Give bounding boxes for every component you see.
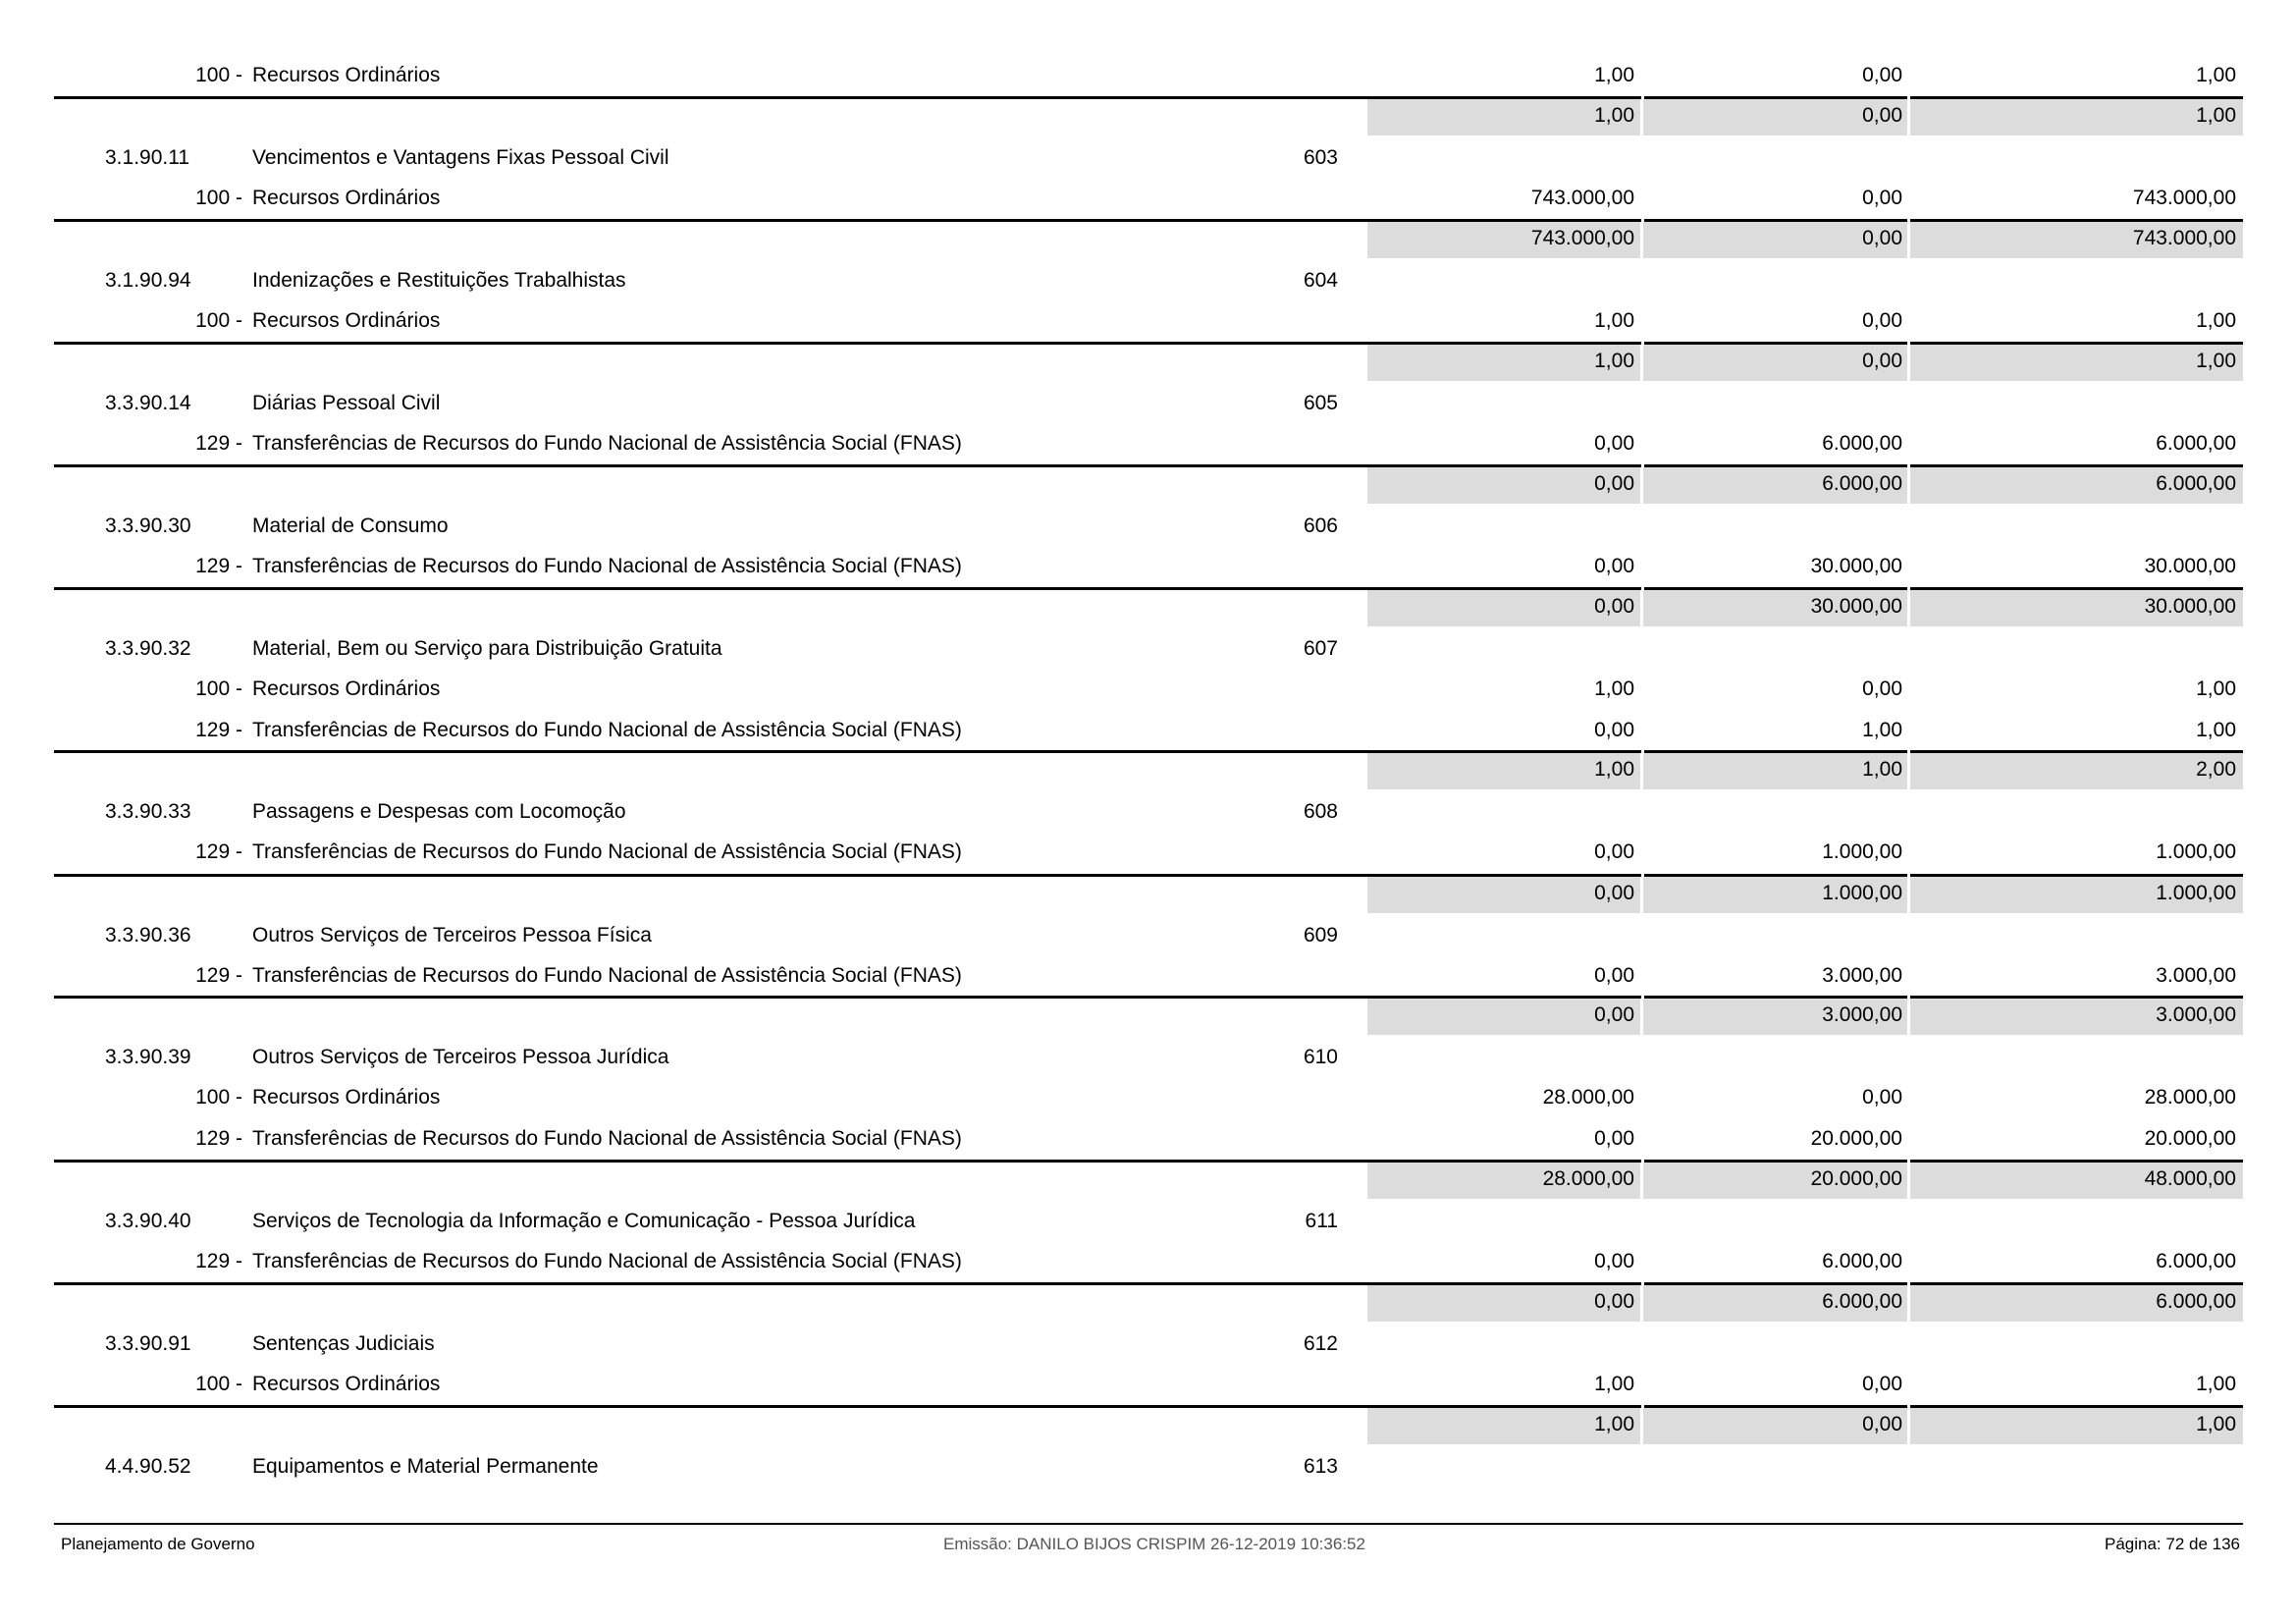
value-col-2: 0,00 [1862, 187, 1902, 209]
total-col-3: 1.000,00 [2156, 882, 2236, 904]
value-col-2: 1,00 [1862, 719, 1902, 741]
total-col-3: 48.000,00 [2144, 1167, 2236, 1190]
source-name: Transferências de Recursos do Fundo Nacional de Assistência Social (FNAS) [252, 1127, 962, 1150]
source-name: Recursos Ordinários [252, 309, 441, 332]
total-col-1: 0,00 [1594, 1290, 1634, 1313]
source-code: 100 - [195, 1086, 242, 1109]
account-ref: 604 [1303, 269, 1338, 292]
account-title: Outros Serviços de Terceiros Pessoa Jurídica [252, 1046, 669, 1068]
account-ref: 608 [1303, 800, 1338, 823]
account-code: 3.3.90.14 [105, 392, 191, 414]
footer-page-number: Página: 72 de 136 [2104, 1535, 2240, 1553]
total-col-2: 20.000,00 [1810, 1167, 1902, 1190]
account-ref: 612 [1303, 1332, 1338, 1355]
source-code: 100 - [195, 677, 242, 700]
value-col-3: 743.000,00 [2132, 187, 2236, 209]
source-name: Transferências de Recursos do Fundo Nacional de Assistência Social (FNAS) [252, 555, 962, 577]
source-code: 129 - [195, 432, 242, 455]
source-name: Recursos Ordinários [252, 64, 441, 86]
value-col-2: 6.000,00 [1822, 1250, 1902, 1272]
account-title: Material de Consumo [252, 514, 449, 537]
account-title: Passagens e Despesas com Locomoção [252, 800, 626, 823]
account-title: Vencimentos e Vantagens Fixas Pessoal Civil [252, 146, 669, 169]
value-col-1: 0,00 [1594, 964, 1634, 987]
total-col-3: 6.000,00 [2156, 1290, 2236, 1313]
footer-emission: Emissão: DANILO BIJOS CRISPIM 26-12-2019 10:36:52 [943, 1535, 1365, 1553]
account-ref: 609 [1303, 924, 1338, 947]
total-col-1: 1,00 [1594, 104, 1634, 127]
account-title: Outros Serviços de Terceiros Pessoa Física [252, 924, 652, 947]
value-col-3: 6.000,00 [2156, 1250, 2236, 1272]
account-title: Material, Bem ou Serviço para Distribuição Gratuita [252, 637, 722, 660]
value-col-1: 1,00 [1594, 677, 1634, 700]
source-name: Recursos Ordinários [252, 187, 441, 209]
value-col-1: 1,00 [1594, 64, 1634, 86]
value-col-1: 0,00 [1594, 1250, 1634, 1272]
value-col-3: 28.000,00 [2144, 1086, 2236, 1109]
value-col-2: 1.000,00 [1822, 840, 1902, 863]
value-col-1: 0,00 [1594, 432, 1634, 455]
value-col-1: 743.000,00 [1530, 187, 1634, 209]
value-col-1: 28.000,00 [1542, 1086, 1634, 1109]
account-code: 3.3.90.40 [105, 1210, 191, 1232]
total-col-2: 1.000,00 [1822, 882, 1902, 904]
total-col-2: 0,00 [1862, 350, 1902, 372]
source-code: 129 - [195, 555, 242, 577]
value-col-2: 0,00 [1862, 1086, 1902, 1109]
value-col-1: 0,00 [1594, 840, 1634, 863]
total-col-1: 0,00 [1594, 472, 1634, 495]
source-code: 100 - [195, 1373, 242, 1395]
total-col-3: 6.000,00 [2156, 472, 2236, 495]
total-col-3: 1,00 [2196, 104, 2236, 127]
source-code: 129 - [195, 719, 242, 741]
source-code: 100 - [195, 309, 242, 332]
value-col-3: 20.000,00 [2144, 1127, 2236, 1150]
source-code: 100 - [195, 64, 242, 86]
source-name: Transferências de Recursos do Fundo Nacional de Assistência Social (FNAS) [252, 719, 962, 741]
value-col-2: 30.000,00 [1810, 555, 1902, 577]
value-col-3: 3.000,00 [2156, 964, 2236, 987]
value-col-1: 0,00 [1594, 719, 1634, 741]
value-col-3: 30.000,00 [2144, 555, 2236, 577]
source-name: Recursos Ordinários [252, 1373, 441, 1395]
value-col-1: 0,00 [1594, 1127, 1634, 1150]
account-title: Diárias Pessoal Civil [252, 392, 441, 414]
account-ref: 611 [1305, 1210, 1338, 1232]
value-col-3: 1,00 [2196, 64, 2236, 86]
account-ref: 603 [1303, 146, 1338, 169]
account-title: Indenizações e Restituições Trabalhistas [252, 269, 626, 292]
account-code: 3.3.90.32 [105, 637, 191, 660]
account-code: 3.3.90.36 [105, 924, 191, 947]
value-col-2: 0,00 [1862, 1373, 1902, 1395]
value-col-3: 1,00 [2196, 677, 2236, 700]
value-col-3: 6.000,00 [2156, 432, 2236, 455]
account-code: 3.1.90.11 [105, 146, 190, 169]
value-col-2: 6.000,00 [1822, 432, 1902, 455]
source-code: 129 - [195, 840, 242, 863]
total-col-1: 1,00 [1594, 758, 1634, 781]
value-col-2: 3.000,00 [1822, 964, 1902, 987]
source-code: 129 - [195, 1250, 242, 1272]
total-col-2: 3.000,00 [1822, 1003, 1902, 1026]
total-col-2: 6.000,00 [1822, 472, 1902, 495]
total-col-1: 1,00 [1594, 350, 1634, 372]
total-col-1: 1,00 [1594, 1413, 1634, 1435]
total-col-2: 30.000,00 [1810, 595, 1902, 618]
account-code: 3.3.90.91 [105, 1332, 191, 1355]
account-code: 4.4.90.52 [105, 1455, 191, 1478]
value-col-1: 0,00 [1594, 555, 1634, 577]
total-col-2: 0,00 [1862, 1413, 1902, 1435]
total-col-3: 743.000,00 [2132, 227, 2236, 249]
account-title: Equipamentos e Material Permanente [252, 1455, 599, 1478]
total-col-2: 0,00 [1862, 104, 1902, 127]
source-name: Transferências de Recursos do Fundo Nacional de Assistência Social (FNAS) [252, 840, 962, 863]
total-col-2: 6.000,00 [1822, 1290, 1902, 1313]
total-col-2: 1,00 [1862, 758, 1902, 781]
total-col-2: 0,00 [1862, 227, 1902, 249]
account-code: 3.1.90.94 [105, 269, 191, 292]
account-ref: 613 [1303, 1455, 1338, 1478]
total-col-3: 1,00 [2196, 1413, 2236, 1435]
value-col-1: 1,00 [1594, 1373, 1634, 1395]
account-title: Serviços de Tecnologia da Informação e Comunicação - Pessoa Jurídica [252, 1210, 916, 1232]
source-code: 100 - [195, 187, 242, 209]
value-col-1: 1,00 [1594, 309, 1634, 332]
source-code: 129 - [195, 1127, 242, 1150]
source-name: Recursos Ordinários [252, 1086, 441, 1109]
value-col-2: 0,00 [1862, 677, 1902, 700]
total-col-3: 2,00 [2196, 758, 2236, 781]
total-col-1: 0,00 [1594, 1003, 1634, 1026]
source-name: Recursos Ordinários [252, 677, 441, 700]
source-name: Transferências de Recursos do Fundo Nacional de Assistência Social (FNAS) [252, 1250, 962, 1272]
value-col-2: 0,00 [1862, 309, 1902, 332]
account-code: 3.3.90.30 [105, 514, 191, 537]
footer-department: Planejamento de Governo [61, 1535, 255, 1553]
account-title: Sentenças Judiciais [252, 1332, 435, 1355]
total-col-3: 3.000,00 [2156, 1003, 2236, 1026]
total-col-1: 743.000,00 [1530, 227, 1634, 249]
account-ref: 606 [1303, 514, 1338, 537]
footer-divider [54, 1523, 2243, 1525]
account-ref: 605 [1303, 392, 1338, 414]
value-col-3: 1.000,00 [2156, 840, 2236, 863]
account-ref: 607 [1303, 637, 1338, 660]
total-col-1: 0,00 [1594, 595, 1634, 618]
total-col-3: 30.000,00 [2144, 595, 2236, 618]
source-name: Transferências de Recursos do Fundo Nacional de Assistência Social (FNAS) [252, 964, 962, 987]
value-col-2: 0,00 [1862, 64, 1902, 86]
account-code: 3.3.90.33 [105, 800, 191, 823]
value-col-3: 1,00 [2196, 719, 2236, 741]
account-ref: 610 [1303, 1046, 1338, 1068]
value-col-3: 1,00 [2196, 1373, 2236, 1395]
account-code: 3.3.90.39 [105, 1046, 191, 1068]
total-col-1: 0,00 [1594, 882, 1634, 904]
total-col-3: 1,00 [2196, 350, 2236, 372]
value-col-3: 1,00 [2196, 309, 2236, 332]
source-code: 129 - [195, 964, 242, 987]
total-col-1: 28.000,00 [1542, 1167, 1634, 1190]
value-col-2: 20.000,00 [1810, 1127, 1902, 1150]
source-name: Transferências de Recursos do Fundo Nacional de Assistência Social (FNAS) [252, 432, 962, 455]
